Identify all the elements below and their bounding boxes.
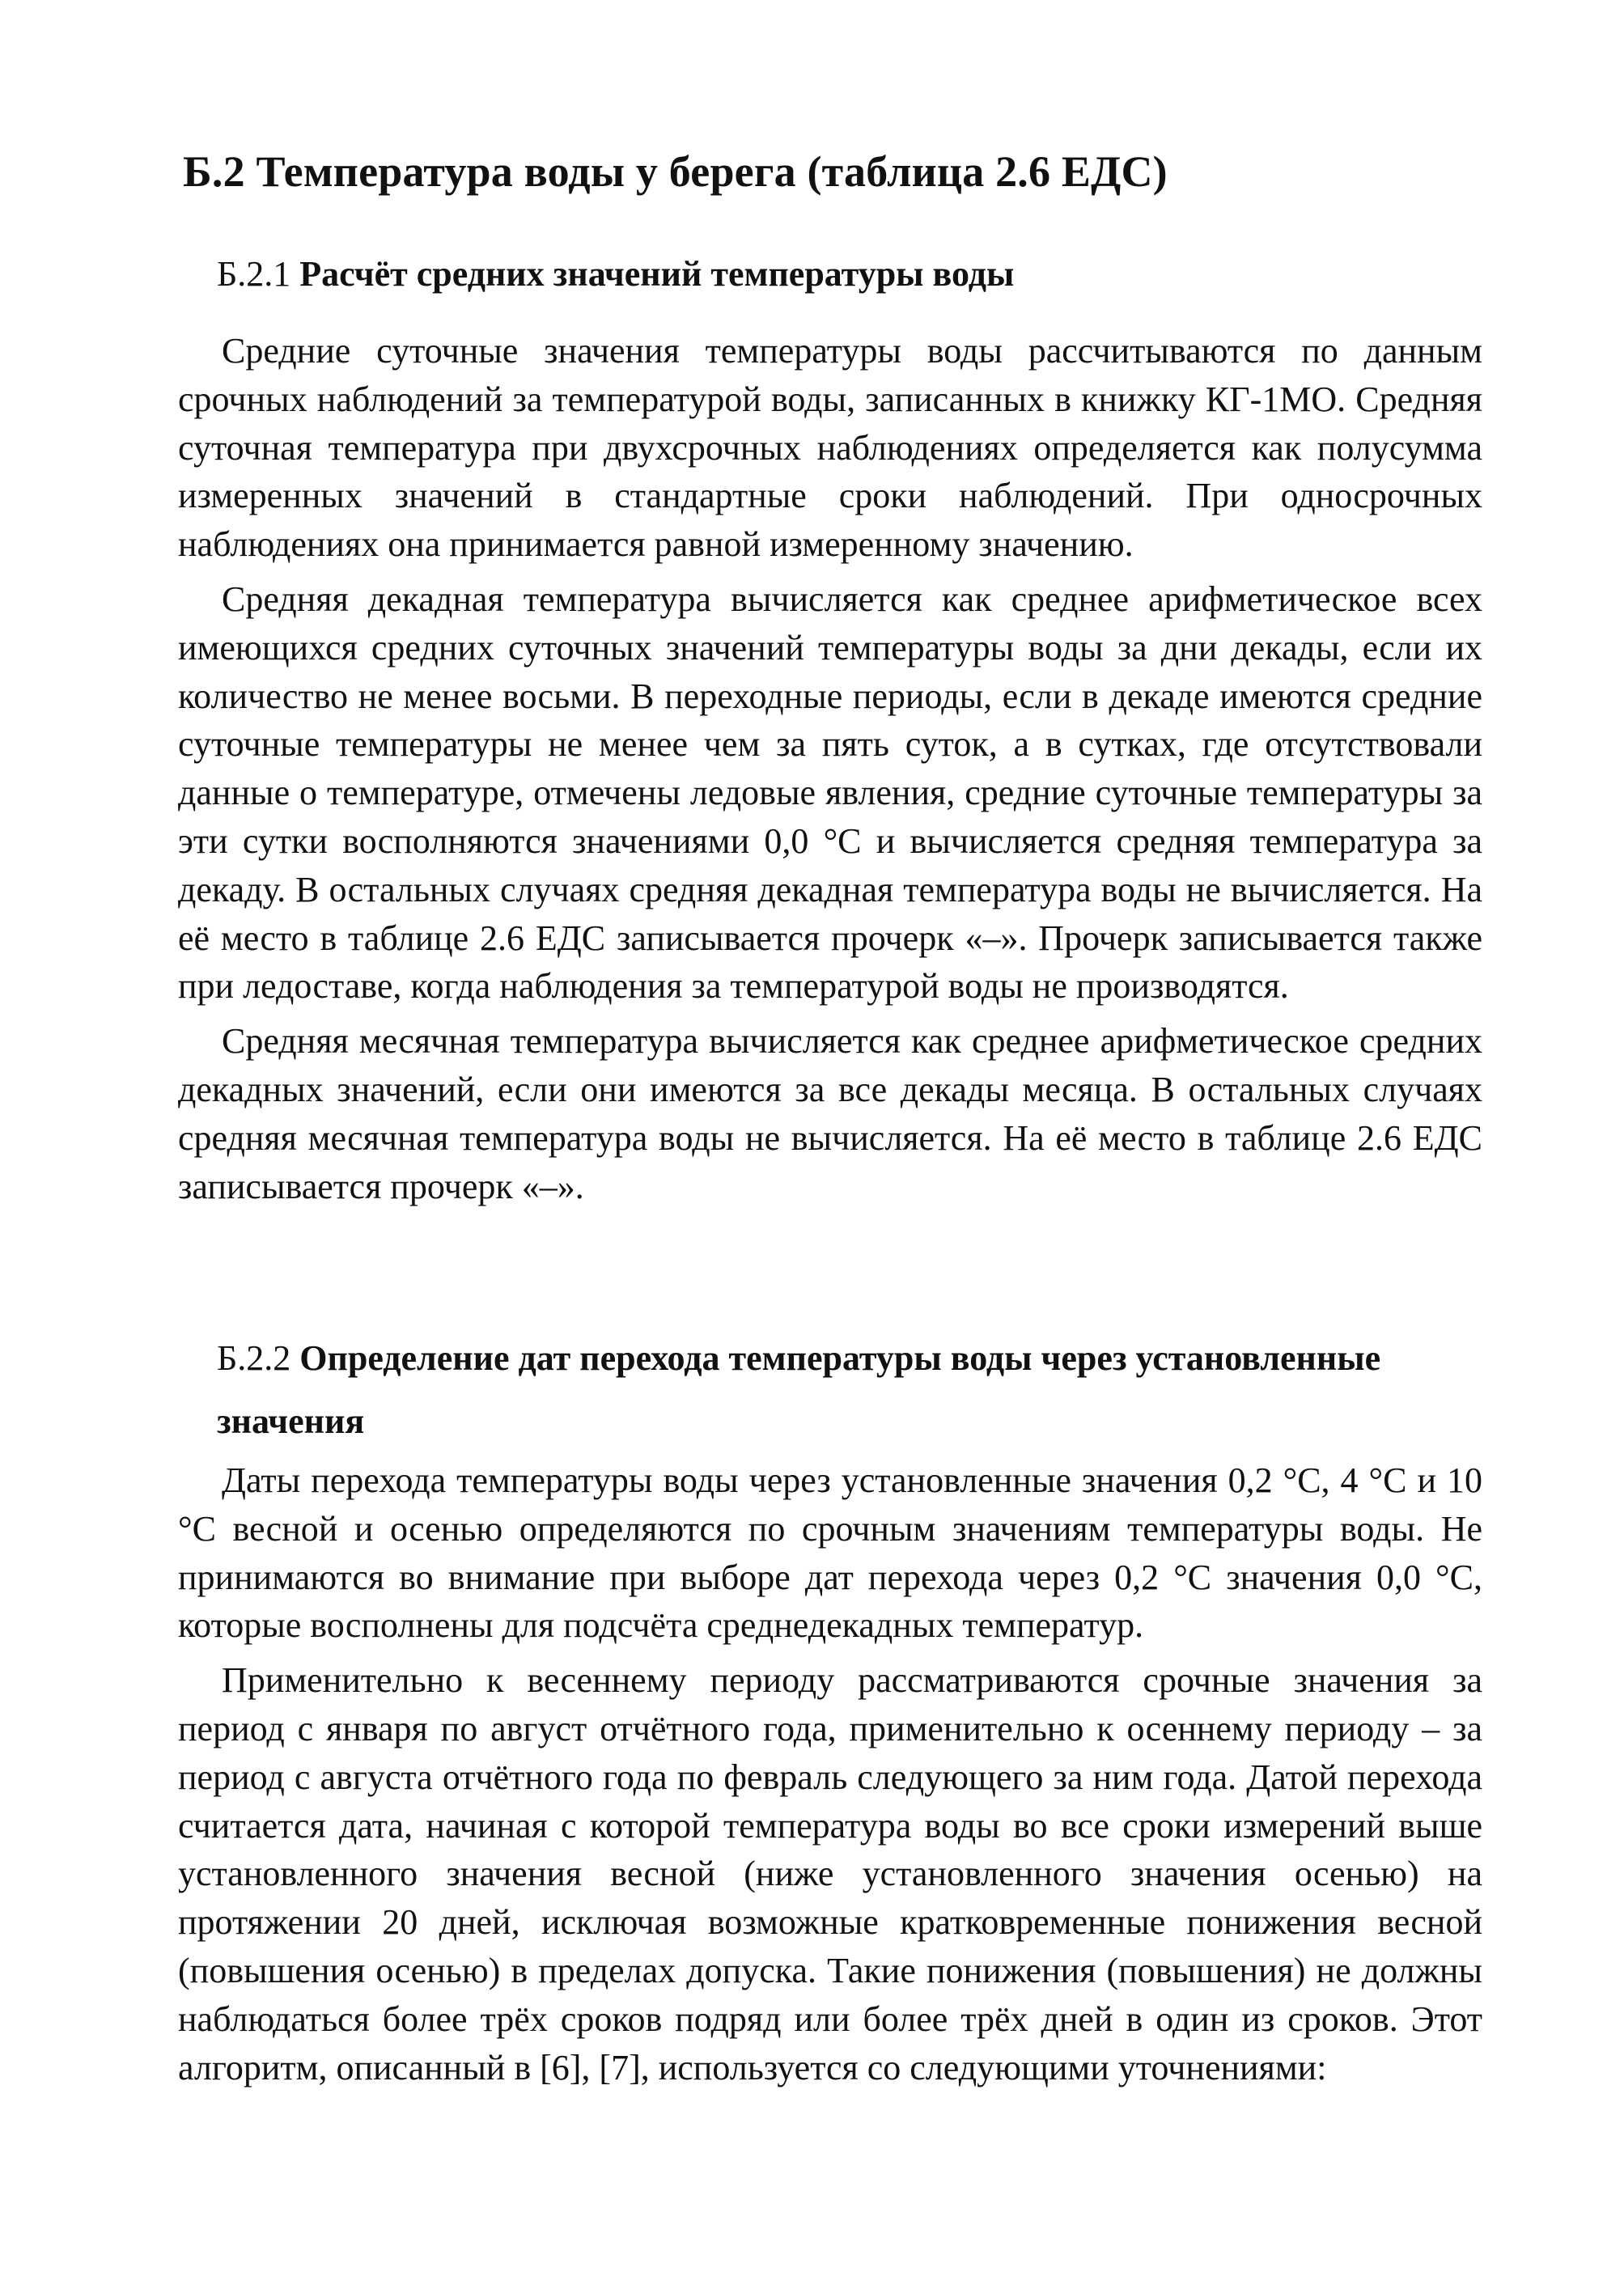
section-body <box>178 327 1482 1217</box>
paragraph: Даты перехода температуры воды через установленные значения 0,2 °С, 4 °С и 10 °С весной и осенью определяются по срочным значениям температуры воды. Не принимаются во внимание при выборе дат перехода через 0,2 °С значения 0,0 °С, которые восполнены для подсчёта среднедекадных температур. <box>178 1460 1482 1646</box>
section-heading <box>217 243 1520 306</box>
paragraph: Средняя декадная температура вычисляется как среднее арифметическое всех имеющихся средних суточных значений температуры воды за дни декады, если их количество не менее восьми. В переходные периоды, если в декаде имеются средние суточные температуры не менее чем за пять суток, а в сутках, где отсутствовали данные о температуре, отмечены ледовые явления, средние суточные температуры за эти сутки восполняются значениями 0,0 °С и вычисляется средняя температура за декаду. В остальных случаях средняя декадная температура воды не вычисляется. На её место в таблице 2.6 ЕДС записывается прочерк «–». Прочерк записывается также при ледоставе, когда наблюдения за температурой воды не производятся. <box>178 579 1482 1007</box>
paragraph: Применительно к весеннему периоду рассматриваются срочные значения за период с января по август отчётного года, применительно к осеннему периоду – за период с августа отчётного года по февраль следующего за ним года. Датой перехода считается дата, начиная с которой температура воды во все сроки измерений выше установленного значения весной (ниже установленного значения осенью) на протяжении 20 дней, исключая возможные кратковременные понижения весной (повышения осенью) в пределах допуска. Такие понижения (повышения) не должны наблюдаться более трёх сроков подряд или более трёх дней в один из сроков. Этот алгоритм, описанный в [6], [7], используется со следующими уточнениями: <box>178 1660 1482 2087</box>
section-body <box>178 1456 1482 2098</box>
paragraph: Средние суточные значения температуры воды рассчитываются по данным срочных наблюдений за температурой воды, записанных в книжку КГ-1МО. Средняя суточная температура при двухсрочных наблюдениях определяется как полусумма измеренных значений в стандартные сроки наблюдений. При односрочных наблюдениях она принимается равной измеренному значению. <box>178 331 1482 565</box>
page-heading: Б.2 Температура воды у берега (таблица 2.6 ЕДС) <box>183 147 1168 196</box>
paragraph: Средняя месячная температура вычисляется как среднее арифметическое средних декадных значений, если они имеются за все декады месяца. В остальных случаях средняя месячная температура воды не вычисляется. На её место в таблице 2.6 ЕДС записывается прочерк «–». <box>178 1021 1482 1206</box>
section-number: Б.2.2 <box>217 1338 291 1378</box>
section-number: Б.2.1 <box>217 254 291 294</box>
section-title: Определение дат перехода температуры воды через установленные значения <box>217 1338 1381 1441</box>
section-title: Расчёт средних значений температуры воды <box>299 254 1015 294</box>
section-heading <box>217 1327 1520 1453</box>
